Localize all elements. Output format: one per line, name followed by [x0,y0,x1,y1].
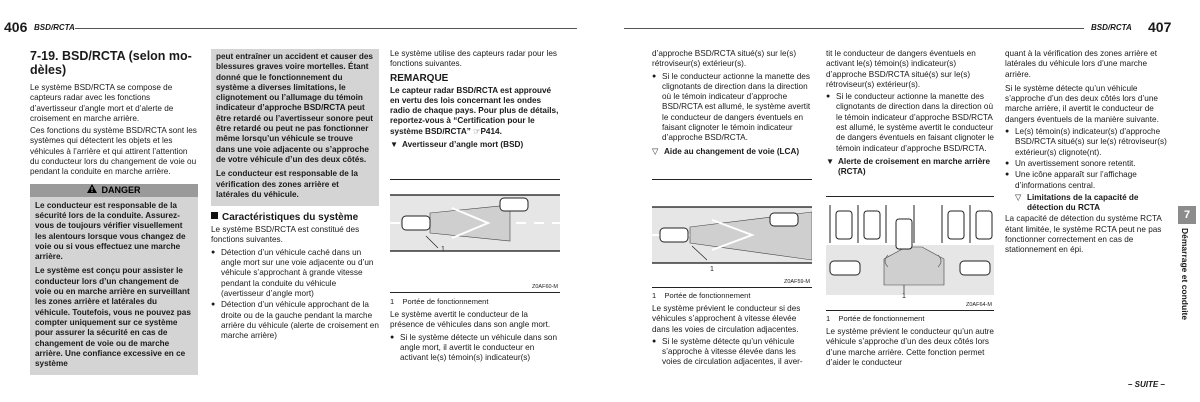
figure-bottom-rule [652,287,812,288]
figure-callout-number: 1 [902,293,906,300]
danger-box-continued [211,49,379,206]
remarque-text: Le capteur radar BSD/RCTA est approuvé en vertu des lois concernant les ondes radio de chaque pays. Pour plus de détails, reportez-vous à “Certification pour le système BSD/RCTA” ☞P414. [390,85,559,136]
rcta-continued: quant à la vérification des zones arrière et latérales du véhicule lors d’une marche arrière. [1005,49,1158,79]
right-page-number: 407 [1148,19,1172,35]
list-item: ● Une icône apparaît sur l’affichage d’informations central. [1005,170,1171,191]
lca-figure [652,180,812,287]
continued-text: d’approche BSD/RCTA situé(s) sur le(s) rétroviseur(s) extérieur(s). [652,49,797,69]
triangle-down-icon: ▼ [390,140,399,150]
list-item: ● Si le conducteur actionne la manette des clignotants de direction dans la direction où le témoin indicateur d’approche BSD/RCTA est allumé, le système avertit le conducteur de dangers éventuels en faisant clignoter le témoin indicateur d’approche BSD/RCTA. [826,92,994,154]
features-intro: Le système BSD/RCTA est constitué des fonctions suivantes. [211,225,360,245]
figure-bottom-rule [390,292,560,293]
lca-heading [652,147,812,157]
rcta-warning-intro: Si le système détecte qu’un véhicule s’approche d’un des deux côtés lors d’une marche arrière, il avertit le conducteur de dangers éventuels de la manière suivante. [1005,83,1159,124]
left-column-3 [390,49,560,151]
limitations-heading [1005,193,1171,214]
right-section-tag: BSD/RCTA [1091,23,1132,32]
figure-callout-number: 1 [710,266,714,273]
right-column-2 [826,49,994,179]
rcta-heading [826,157,994,178]
figure-code: Z0AF60-M [532,284,558,290]
bsd-heading-text: Avertisseur d’angle mort (BSD) [402,140,524,150]
caption-number: 1 [826,314,831,323]
limitations-paragraph: La capacité de détection du système RCTA étant limitée, le système RCTA peut ne pas fonctionner correctement en cas de stationnement en épi. [1005,214,1162,255]
rcta-figure [826,197,994,310]
caption-number: 1 [390,297,395,306]
caption-number: 1 [652,291,657,300]
danger-text-4: Le conducteur est responsable de la vérification des zones arrière et latérales du véhicule. [216,169,358,199]
triangle-outline-icon: ▽ [652,146,659,156]
figure-code: Z0AF64-M [966,302,992,308]
rcta-warning-list [1005,127,1171,191]
warning-triangle-icon [87,184,97,197]
list-item: ● Si le système détecte un véhicule dans son angle mort, il avertit le conducteur en activant le(s) témoin(s) indicateur(s) [390,333,560,364]
figure-bottom-rule [826,310,994,311]
bsd-list [390,333,560,364]
danger-text-2: Le système est conçu pour assister le conducteur lors d’un changement de voie ou en marche arrière en surveillant les zones arrière et latérales du véhicule. Toutefois, vous ne pouvez pas compter uniquement sur ce système pour assurer la sécurité en cas de changement de voie ou de marche arrière. Une confiance excessive en ce système [35,266,191,369]
right-column-1 [652,49,812,158]
rcta-heading-text: Alerte de croisement en marche arrière (RCTA) [838,156,990,177]
remarque-title: REMARQUE [390,72,449,84]
danger-box [30,197,198,376]
limitations-heading-text: Limitations de la capacité de détection du RCTA [1027,192,1139,213]
lca-list-2 [652,337,812,368]
lca-heading-text: Aide au changement de voie (LCA) [664,146,800,156]
bsd-heading [390,140,560,150]
radar-intro: Le système utilise des capteurs radar pour les fonctions suivantes. [390,49,558,69]
features-list [211,248,379,342]
continued-marker: – SUITE – [1128,380,1165,389]
list-item: ● Le(s) témoin(s) indicateur(s) d’approche BSD/RCTA situé(s) sur le(s) rétroviseur(s) extérieur(s) clignote(nt). [1005,127,1171,158]
section-title [211,212,379,224]
list-item: ● Détection d’un véhicule approchant de la droite ou de la gauche pendant la marche arrière du véhicule (alerte de croisement en marche arrière) [211,300,379,341]
list-item: ● Détection d’un véhicule caché dans un angle mort sur une voie adjacente ou d’un véhicule s’approchant à grande vitesse pendant la conduite du véhicule (avertisseur d’angle mort) [211,248,379,299]
left-column-1 [30,49,198,375]
square-bullet-icon [211,212,218,219]
right-header-rule [624,28,1084,29]
section-title-text: Caractéristiques du système [222,212,359,224]
danger-text-1: Le conducteur est responsable de la sécurité lors de la conduite. Assurez-vous de toujours vérifier visuellement les alentours lorsque vous changez de voie ou si vous effectuez une marche arrière. [35,200,186,262]
continued-text: tit le conducteur de dangers éventuels en activant le(s) témoin(s) indicateur(s) d’approche BSD/RCTA situé(s) sur le(s) rétroviseur(s) extérieur(s). [826,49,976,89]
rcta-paragraph: Le système prévient le conducteur qu’un autre véhicule s’approche d’un des deux côtés lors d’une marche arrière. Cette fonction permet d’aider le conducteur [826,327,994,367]
figure-caption [390,297,560,307]
left-page-number: 406 [4,19,28,35]
list-item: ● Un avertissement sonore retentit. [1005,159,1171,169]
danger-banner [30,184,198,197]
caption-text: Portée de fonctionnement [664,291,751,300]
caption-text: Portée de fonctionnement [402,297,489,306]
bsd-paragraph: Le système avertit le conducteur de la présence de véhicules dans son angle mort. [390,310,551,330]
list-item: ● Si le système détecte qu’un véhicule s’approche à vitesse élevée dans les voies de circulation adjacentes, il aver- [652,337,812,368]
chapter-tab-label: Démarrage et conduite [1180,228,1190,321]
right-column-2-lower [826,314,994,370]
intro-paragraph: Le système BSD/RCTA se compose de capteurs radar avec les fonctions d’avertisseur d’angle mort et d’alerte de croisement en marche arrière. [30,83,174,123]
chapter-tab: 7 [1178,206,1196,224]
rcta-list [826,92,994,154]
lca-list [652,72,812,144]
bsd-figure [390,180,560,292]
triangle-outline-icon: ▽ [1015,192,1022,202]
functions-paragraph: Ces fonctions du système BSD/RCTA sont les systèmes qui détectent les objets et les véhicules à l’arrière et qui attirent l’attention du conducteur lors du changement de voie ou pendant la conduite en marche arrière. [30,126,197,177]
danger-text-3: peut entraîner un accident et causer des blessures graves voire mortelles. Étant donné que le fonctionnement du système a diverses limitations, le clignotement ou l’allumage du témoin indicateur d’approche BSD/RCTA peut être retardé ou l’avertisseur sonore peut être retardé ou peut ne pas fonctionner même lorsqu’un véhicule se trouve dans une voie adjacente ou s’approche de votre véhicule d’un des deux côtés. [216,52,373,164]
caption-text: Portée de fonctionnement [838,314,925,323]
figure-code: Z0AF59-M [784,279,810,285]
figure-caption [826,314,994,324]
right-column-3 [1005,49,1171,258]
left-column-2 [211,49,379,342]
right-column-1-lower [652,291,812,369]
left-column-3-lower [390,297,560,364]
lca-paragraph: Le système prévient le conducteur si des véhicules s’approchent à vitesse élevée dans les voies de circulation adjacentes. [652,304,801,334]
chapter-title: 7-19. BSD/RCTA (selon mo-dèles) [30,49,192,77]
figure-callout-number: 1 [441,246,445,253]
triangle-down-icon: ▼ [826,156,835,166]
danger-label: DANGER [101,184,141,195]
left-header-rule [75,28,577,29]
left-section-tag: BSD/RCTA [34,23,75,32]
figure-caption [652,291,812,301]
list-item: ● Si le conducteur actionne la manette des clignotants de direction dans la direction où le témoin indicateur d’approche BSD/RCTA est allumé, le système avertit le conducteur de dangers éventuels en faisant clignoter le témoin indicateur d’approche BSD/RCTA. [652,72,812,144]
